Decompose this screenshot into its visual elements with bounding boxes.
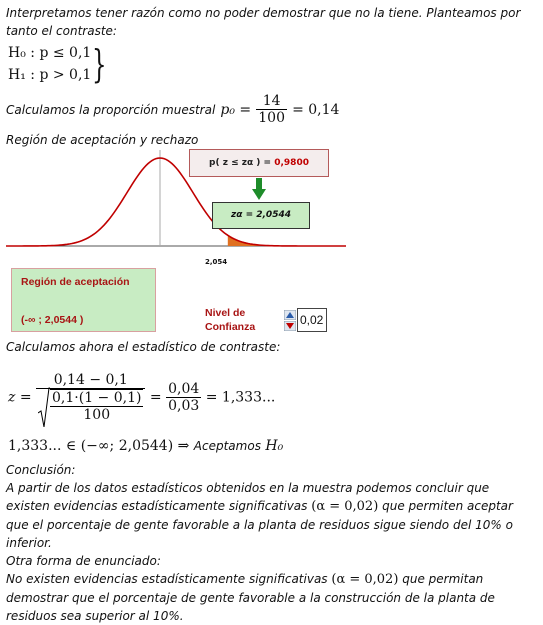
conclusion-paragraph-1 [6,479,536,552]
alpha-expression-1: (α = 0,02) [311,499,379,514]
z-f2-denominator: 0,03 [168,398,200,414]
statistic-title: Calculamos ahora el estadístico de contraste: [6,340,281,354]
probability-value: 0,9800 [274,158,309,168]
proportion-lhs: p₀ = [220,102,252,118]
conclusion-p2-a: No existen evidencias estadísticamente significativas [6,572,328,586]
z-f1-denominator [36,389,145,423]
spinner-down-icon[interactable] [284,321,296,331]
conclusion-p2-b: que permitan demostrar que el porcentaje de gente favorable a la construcción de la planta de residuos sea superior al 10%. [6,572,495,623]
conclusion-equation [8,438,283,454]
z-alpha-box: zα = 2,0544 [212,202,310,229]
conclusion-word: Aceptamos [193,439,261,453]
proportion-result: = 0,14 [292,102,340,118]
arrow-down-icon [252,178,266,200]
conclusion-block [6,461,536,625]
hypotheses-brace: } [92,42,107,86]
proportion-fraction [256,93,287,126]
conclusion-p1-b: que permiten aceptar que el porcentaje de gente favorable a la planta de residuos sigue siendo del 10% o inferior. [6,499,513,550]
z-lhs: z = [8,389,32,406]
sqrt-icon [38,387,50,427]
acceptance-region-box [11,268,156,332]
z-fraction-2 [166,381,201,414]
critical-value-tick: 2,054 [205,258,228,266]
probability-box [189,149,329,177]
acceptance-title: Región de aceptación [21,276,130,288]
alpha-expression-2: (α = 0,02) [331,572,399,587]
spinner-up-icon[interactable] [284,310,296,320]
proportion-denominator: 100 [258,110,285,126]
region-title: Región de aceptación y rechazo [6,133,199,147]
confidence-label: Nivel de Confianza [205,307,256,333]
conclusion-p1-a: A partir de los datos estadísticos obtenidos en la muestra podemos concluir que existen evidencias estadísticamente significativas [6,481,490,513]
z-f2-numerator: 0,04 [168,381,200,397]
z-f1-numerator: 0,14 − 0,1 [36,372,145,389]
acceptance-interval: (-∞ ; 2,0544 ) [21,314,84,326]
conclusion-expression: 1,333... ∈ (−∞; 2,0544) ⇒ [8,438,190,454]
h0-hypothesis: H₀ : p ≤ 0,1 [8,45,92,61]
z-f1-den-under: 100 [83,407,111,423]
alternative-heading: Otra forma de enunciado: [6,554,161,568]
sample-proportion [6,93,339,126]
h1-hypothesis: H₁ : p > 0,1 [8,67,92,83]
alpha-input[interactable]: 0,02 [297,308,327,332]
rejection-region-fill [228,235,346,246]
conclusion-heading: Conclusión: [6,463,76,477]
conclusion-paragraph-2 [6,570,536,625]
conclusion-h0: H₀ [265,438,284,454]
proportion-numerator: 14 [256,93,287,110]
probability-label: p( z ≤ zα ) = [209,158,275,168]
z-result: = 1,333... [205,389,276,406]
intro-text: Interpretamos tener razón como no poder demostrar que no la tiene. Planteamos por tanto el contraste: [6,6,521,38]
z-statistic-equation: z = 0,14 − 0,1 0,1·(1 − 0,1) 100 = $\frac{0,04}{0,03}$ = 1,333... [8,372,275,423]
z-f1-den-inner: 0,1·(1 − 0,1) [52,390,142,406]
proportion-label: Calculamos la proporción muestral [6,103,216,117]
z-fraction-1 [36,372,145,423]
hypotheses [8,42,107,86]
